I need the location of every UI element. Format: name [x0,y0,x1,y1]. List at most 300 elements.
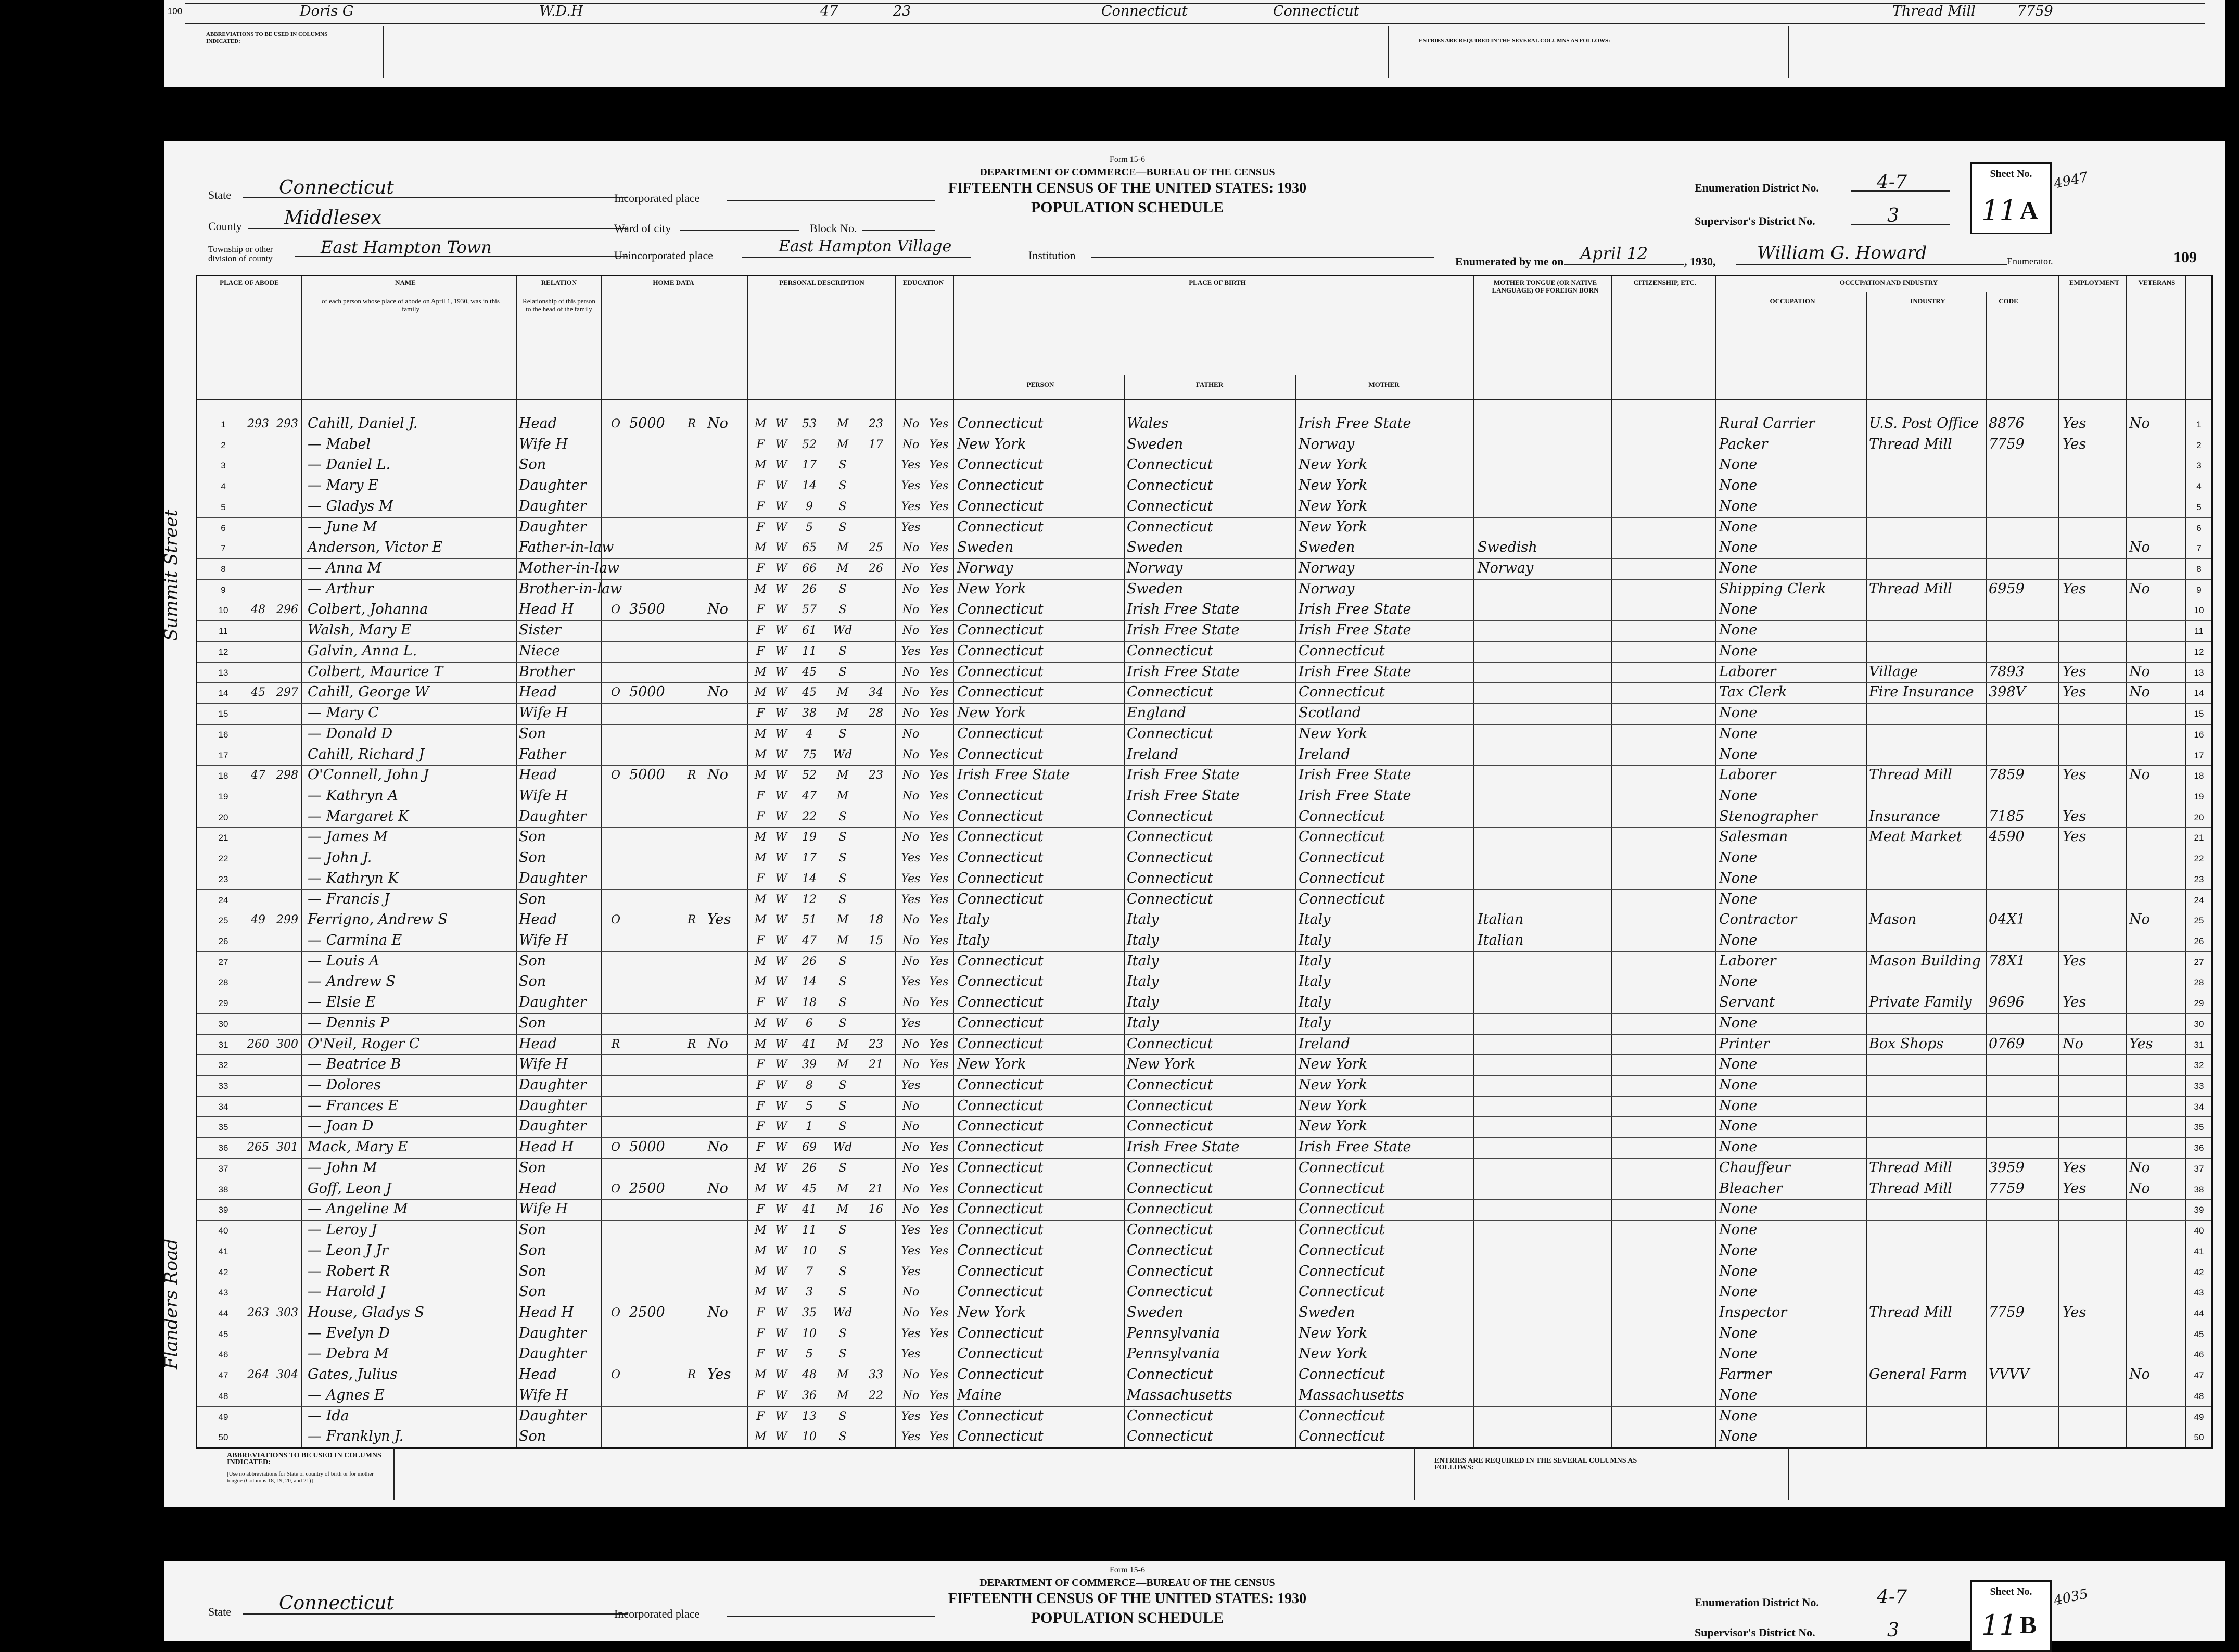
person-name: O'Neil, Roger C [308,1035,420,1052]
birthplace-person: Connecticut [957,1180,1044,1197]
birthplace-father: Pennsylvania [1127,1325,1220,1341]
age-at-marriage: 18 [869,913,883,927]
home-tenure: O [610,417,621,430]
employment: Yes [2063,663,2087,680]
employment: Yes [2063,829,2087,845]
employment: Yes [2063,684,2087,701]
table-row [197,1220,2211,1241]
row-number: 43 [218,1288,228,1298]
table-row [197,703,2211,725]
table-row [197,1241,2211,1262]
industry-code: 4590 [1989,829,2025,845]
marital-status: S [838,582,847,596]
row-number-right: 30 [2194,1019,2204,1029]
marital-status: M [836,934,849,947]
birthplace-person: Connecticut [957,1139,1044,1155]
sex: M [754,1265,767,1278]
birthplace-father: Connecticut [1127,456,1213,473]
attended-school: No [902,1368,920,1382]
birthplace-mother: Connecticut [1299,891,1385,907]
occupation: None [1719,560,1758,577]
relation: Brother [519,663,575,680]
birthplace-mother: New York [1299,456,1368,473]
industry-code: 7893 [1989,663,2025,680]
footer-abbreviations-title: ABBREVIATIONS TO BE USED IN COLUMNS INDICATED: [227,1452,381,1466]
industry-code: 0769 [1989,1035,2025,1052]
fragment-row-number: 100 [167,6,183,16]
row-number: 1 [221,420,226,429]
person-name: — Robert R [308,1263,390,1279]
table-row [197,807,2211,828]
can-read: Yes [929,1389,949,1402]
sex: M [754,582,767,596]
race: W [775,1182,787,1196]
dwelling-number: 293 [247,417,269,430]
fragment-age: 47 [820,3,838,19]
age: 3 [806,1286,813,1299]
row-number: 30 [218,1019,228,1029]
attended-school: No [902,1286,920,1299]
attended-school: Yes [901,872,921,885]
birthplace-person: Connecticut [957,1201,1044,1217]
veteran: No [2129,580,2150,597]
marital-status: S [838,1244,847,1257]
attended-school: Yes [901,975,921,989]
race: W [775,789,787,803]
age: 69 [802,1141,817,1154]
birthplace-person: Connecticut [957,498,1044,514]
birthplace-father: Ireland [1127,746,1178,763]
race: W [775,1409,787,1423]
relation: Wife H [519,1387,568,1403]
birthplace-father: Connecticut [1127,498,1213,514]
attended-school: No [902,1037,920,1051]
attended-school: No [902,1306,920,1319]
row-number: 35 [218,1122,228,1133]
attended-school: No [902,582,920,596]
person-name: — Louis A [308,952,379,969]
sex: F [756,1389,765,1402]
row-number: 12 [218,646,228,657]
marital-status: M [836,1203,849,1216]
can-read: Yes [929,582,949,596]
birthplace-father: New York [1127,1056,1196,1073]
radio-set: R [687,1037,696,1051]
farm-residence: No [707,1035,728,1052]
marital-status: M [836,913,849,927]
birthplace-father: Connecticut [1127,1366,1213,1383]
row-number-right: 32 [2194,1060,2204,1071]
can-read: Yes [929,975,949,989]
industry: Thread Mill [1869,1304,1952,1320]
person-name: Colbert, Maurice T [308,663,443,680]
race: W [775,955,787,968]
attended-school: Yes [901,1244,921,1257]
occupation: None [1719,746,1758,763]
table-row [197,1179,2211,1200]
birthplace-person: Norway [957,560,1013,577]
birthplace-person: Connecticut [957,1345,1044,1362]
farm-residence: No [707,415,728,431]
row-number-right: 9 [2196,584,2202,595]
veteran: Yes [2129,1035,2153,1052]
relation: Daughter [519,808,587,824]
race: W [775,1348,787,1361]
marital-status: S [838,1348,847,1361]
veteran: No [2129,415,2150,431]
fragment-relation: W.D.H [539,3,583,19]
race: W [775,1120,787,1134]
row-number: 6 [221,523,226,533]
occupation: None [1719,849,1758,866]
employment: Yes [2063,1159,2087,1176]
table-row [197,641,2211,663]
race: W [775,1306,787,1319]
birthplace-father: Irish Free State [1127,601,1240,618]
enumeration-district-value: 4-7 [1877,172,1907,193]
birthplace-mother: Irish Free State [1299,1139,1411,1155]
person-name: — Angeline M [308,1201,408,1217]
attended-school: Yes [901,1409,921,1423]
person-name: Ferrigno, Andrew S [308,911,448,928]
person-name: Cahill, George W [308,684,429,701]
birthplace-mother: Irish Free State [1299,663,1411,680]
group-name: NAME [395,278,416,286]
marital-status: S [838,1120,847,1134]
row-number-right: 40 [2194,1226,2204,1236]
dwelling-number: 45 [251,686,265,700]
age: 1 [806,1120,813,1134]
marital-status: Wd [833,624,853,638]
birthplace-father: Italy [1127,932,1159,948]
sex: F [756,810,765,823]
age-at-marriage: 25 [869,541,883,555]
table-row [197,1406,2211,1428]
home-value: 5000 [629,415,665,431]
row-number-right: 48 [2194,1391,2204,1401]
occupation: Packer [1719,436,1768,452]
row-number-right: 21 [2194,833,2204,843]
birthplace-father: Connecticut [1127,1284,1213,1300]
birthplace-person: Connecticut [957,808,1044,824]
person-name: O'Connell, John J [308,767,429,783]
birthplace-person: Connecticut [957,725,1044,742]
row-number-right: 50 [2194,1432,2204,1443]
marital-status: S [838,1265,847,1278]
race: W [775,562,787,576]
attended-school: No [902,624,920,638]
age: 17 [802,459,817,472]
birthplace-father: Italy [1127,911,1159,928]
family-number: 296 [276,603,298,617]
occupation: None [1719,1139,1758,1155]
can-read: Yes [929,417,949,430]
fragment-footer-right: ENTRIES ARE REQUIRED IN THE SEVERAL COLUMNS AS FOLLOWS: [1419,37,1610,44]
age: 61 [802,624,817,638]
age-at-marriage: 16 [869,1203,883,1216]
birthplace-father: Connecticut [1127,1035,1213,1052]
occupation: None [1719,1242,1758,1259]
industry-code: 7759 [1989,1180,2025,1197]
row-number-right: 3 [2196,461,2202,471]
birthplace-person: Connecticut [957,973,1044,990]
unincorporated-value: East Hampton Village [779,237,952,256]
race: W [775,1016,787,1030]
mother-tongue: Italian [1478,932,1524,948]
industry-code: 7859 [1989,767,2025,783]
age: 26 [802,582,817,596]
state-value: Connecticut [279,177,394,198]
race: W [775,1389,787,1402]
relation: Son [519,891,546,907]
race: W [775,872,787,885]
relation: Son [519,1428,546,1445]
sheet-letter: A [2020,197,2038,224]
fragment-name: Doris G [300,3,354,19]
table-row [197,993,2211,1014]
row-number-right: 1 [2196,420,2202,429]
race: W [775,996,787,1010]
can-read: Yes [929,665,949,679]
row-number: 46 [218,1350,228,1360]
veteran: No [2129,1159,2150,1176]
birthplace-mother: New York [1299,1345,1368,1362]
birthplace-father: Sweden [1127,580,1184,597]
can-read: Yes [929,913,949,927]
relation: Daughter [519,1097,587,1114]
veteran: No [2129,684,2150,701]
industry: Mason Building [1869,952,1981,969]
birthplace-mother: Connecticut [1299,849,1385,866]
race: W [775,1244,787,1257]
industry-code: 3959 [1989,1159,2025,1176]
birthplace-person: Connecticut [957,1014,1044,1031]
row-number-right: 34 [2194,1101,2204,1112]
birthplace-person: Connecticut [957,1284,1044,1300]
row-number-right: 38 [2194,1184,2204,1194]
age-at-marriage: 23 [869,1037,883,1051]
birthplace-person: Connecticut [957,1407,1044,1424]
table-row [197,682,2211,704]
occupation: None [1719,1201,1758,1217]
row-number: 18 [218,771,228,781]
person-name: — Dennis P [308,1014,390,1031]
family-number: 297 [276,686,298,700]
relation: Head H [519,1304,574,1320]
sex: M [754,541,767,555]
relation: Daughter [519,1325,587,1341]
occupation: None [1719,456,1758,473]
fragment-code: 7759 [2017,3,2053,19]
industry: Thread Mill [1869,767,1952,783]
row-number-right: 13 [2194,667,2204,678]
birthplace-father: Irish Free State [1127,663,1240,680]
can-read: Yes [929,438,949,451]
sex: M [754,727,767,741]
row-number: 50 [218,1432,228,1443]
marital-status: S [838,459,847,472]
table-row [197,910,2211,931]
sheet-number-label: Sheet No. [1990,168,2032,180]
age: 14 [802,479,817,493]
sex: F [756,562,765,576]
sex: M [754,769,767,782]
relation: Wife H [519,787,568,804]
home-tenure: O [610,913,621,927]
sex: M [754,1368,767,1382]
marital-status: S [838,1224,847,1237]
ward-label: Ward of city [614,222,671,235]
person-name: Cahill, Daniel J. [308,415,418,431]
sex: M [754,748,767,761]
incorporated-label: Incorporated place [614,192,700,205]
relation: Head [519,911,557,928]
birthplace-person: Maine [957,1387,1002,1403]
dwelling-number: 260 [247,1037,269,1051]
sex: M [754,975,767,989]
birthplace-person: Connecticut [957,1097,1044,1114]
birthplace-father: Connecticut [1127,684,1213,701]
row-number-right: 8 [2196,564,2202,575]
row-number-right: 23 [2194,874,2204,884]
veteran: No [2129,539,2150,556]
sex: M [754,852,767,865]
marital-status: S [838,500,847,513]
row-number: 9 [221,584,226,595]
person-name: — Beatrice B [308,1056,401,1073]
birthplace-father: Connecticut [1127,1428,1213,1445]
can-read: Yes [929,789,949,803]
row-number: 47 [218,1370,228,1381]
person-name: — Debra M [308,1345,389,1362]
relation: Head [519,1035,557,1052]
marital-status: Wd [833,1306,853,1319]
enumerated-label: Enumerated by me on [1455,255,1564,268]
race: W [775,1286,787,1299]
birthplace-mother: Norway [1299,580,1355,597]
birthplace-mother: Connecticut [1299,1242,1385,1259]
birthplace-father: Connecticut [1127,849,1213,866]
occupation: Inspector [1719,1304,1787,1320]
attended-school: No [902,955,920,968]
table-row [197,1303,2211,1324]
row-number: 27 [218,957,228,967]
birthplace-father: Connecticut [1127,518,1213,535]
veteran: No [2129,663,2150,680]
marital-status: S [838,810,847,823]
person-name: Goff, Leon J [308,1180,392,1197]
birthplace-mother: Sweden [1299,539,1355,556]
farm-residence: No [707,601,728,618]
table-row [197,538,2211,559]
birthplace-father: Connecticut [1127,1222,1213,1238]
occupation: Printer [1719,1035,1770,1052]
birthplace-person: Italy [957,932,989,948]
attended-school: Yes [901,500,921,513]
race: W [775,913,787,927]
table-row [197,558,2211,580]
birthplace-person: Connecticut [957,1325,1044,1341]
home-value: 3500 [629,601,665,618]
sex: F [756,520,765,534]
marital-status: S [838,644,847,658]
radio-set: R [687,417,696,430]
attended-school: No [902,1058,920,1072]
age: 41 [802,1203,817,1216]
birthplace-person: Connecticut [957,1159,1044,1176]
marital-status: M [836,1389,849,1402]
age-at-marriage: 17 [869,438,883,451]
table-row [197,620,2211,642]
age-at-marriage: 28 [869,707,883,720]
birthplace-person: Connecticut [957,477,1044,494]
employment: Yes [2063,952,2087,969]
birthplace-father: Connecticut [1127,1097,1213,1114]
age-at-marriage: 21 [869,1182,883,1196]
relation: Daughter [519,1077,587,1094]
row-number-right: 19 [2194,791,2204,802]
marital-status: Wd [833,1141,853,1154]
table-row [197,1324,2211,1345]
state-label: State [208,188,231,201]
age: 52 [802,438,817,451]
age: 4 [806,727,813,741]
row-number: 41 [218,1246,228,1256]
marital-status: S [838,893,847,906]
race: W [775,417,787,430]
attended-school: Yes [901,1016,921,1030]
attended-school: Yes [901,1265,921,1278]
birthplace-person: Connecticut [957,1242,1044,1259]
birthplace-father: Sweden [1127,539,1184,556]
dwelling-number: 265 [247,1141,269,1154]
row-number-right: 46 [2194,1350,2204,1360]
bottom-ed-value: 4-7 [1877,1586,1907,1608]
home-tenure: O [610,603,621,617]
radio-set: R [687,769,696,782]
person-name: — Margaret K [308,808,409,824]
birthplace-mother: New York [1299,1077,1368,1094]
census-title: FIFTEENTH CENSUS OF THE UNITED STATES: 1930 [948,180,1307,196]
person-name: — Harold J [308,1284,386,1300]
sex: M [754,1244,767,1257]
row-number-right: 41 [2194,1246,2204,1256]
relation: Son [519,1159,546,1176]
birthplace-mother: New York [1299,1097,1368,1114]
farm-residence: No [707,1304,728,1320]
row-number: 40 [218,1226,228,1236]
birthplace-person: Connecticut [957,1077,1044,1094]
bottom-state-label: State [208,1605,231,1618]
can-read: Yes [929,893,949,906]
footer-entries-title: ENTRIES ARE REQUIRED IN THE SEVERAL COLUMNS AS FOLLOWS: [1434,1457,1637,1471]
row-number: 23 [218,874,228,884]
birthplace-person: Connecticut [957,1263,1044,1279]
industry: Box Shops [1869,1035,1944,1052]
sex: M [754,913,767,927]
row-number-right: 4 [2196,481,2202,492]
corner-note: 4947 [2052,169,2090,192]
row-number-right: 45 [2194,1329,2204,1339]
birthplace-mother: New York [1299,498,1368,514]
table-row [197,1116,2211,1138]
occupation: Chauffeur [1719,1159,1790,1176]
attended-school: No [902,1141,920,1154]
relation: Father [519,746,566,763]
home-tenure: R [611,1037,620,1051]
radio-set: R [687,1368,696,1382]
county-value: Middlesex [284,207,382,228]
